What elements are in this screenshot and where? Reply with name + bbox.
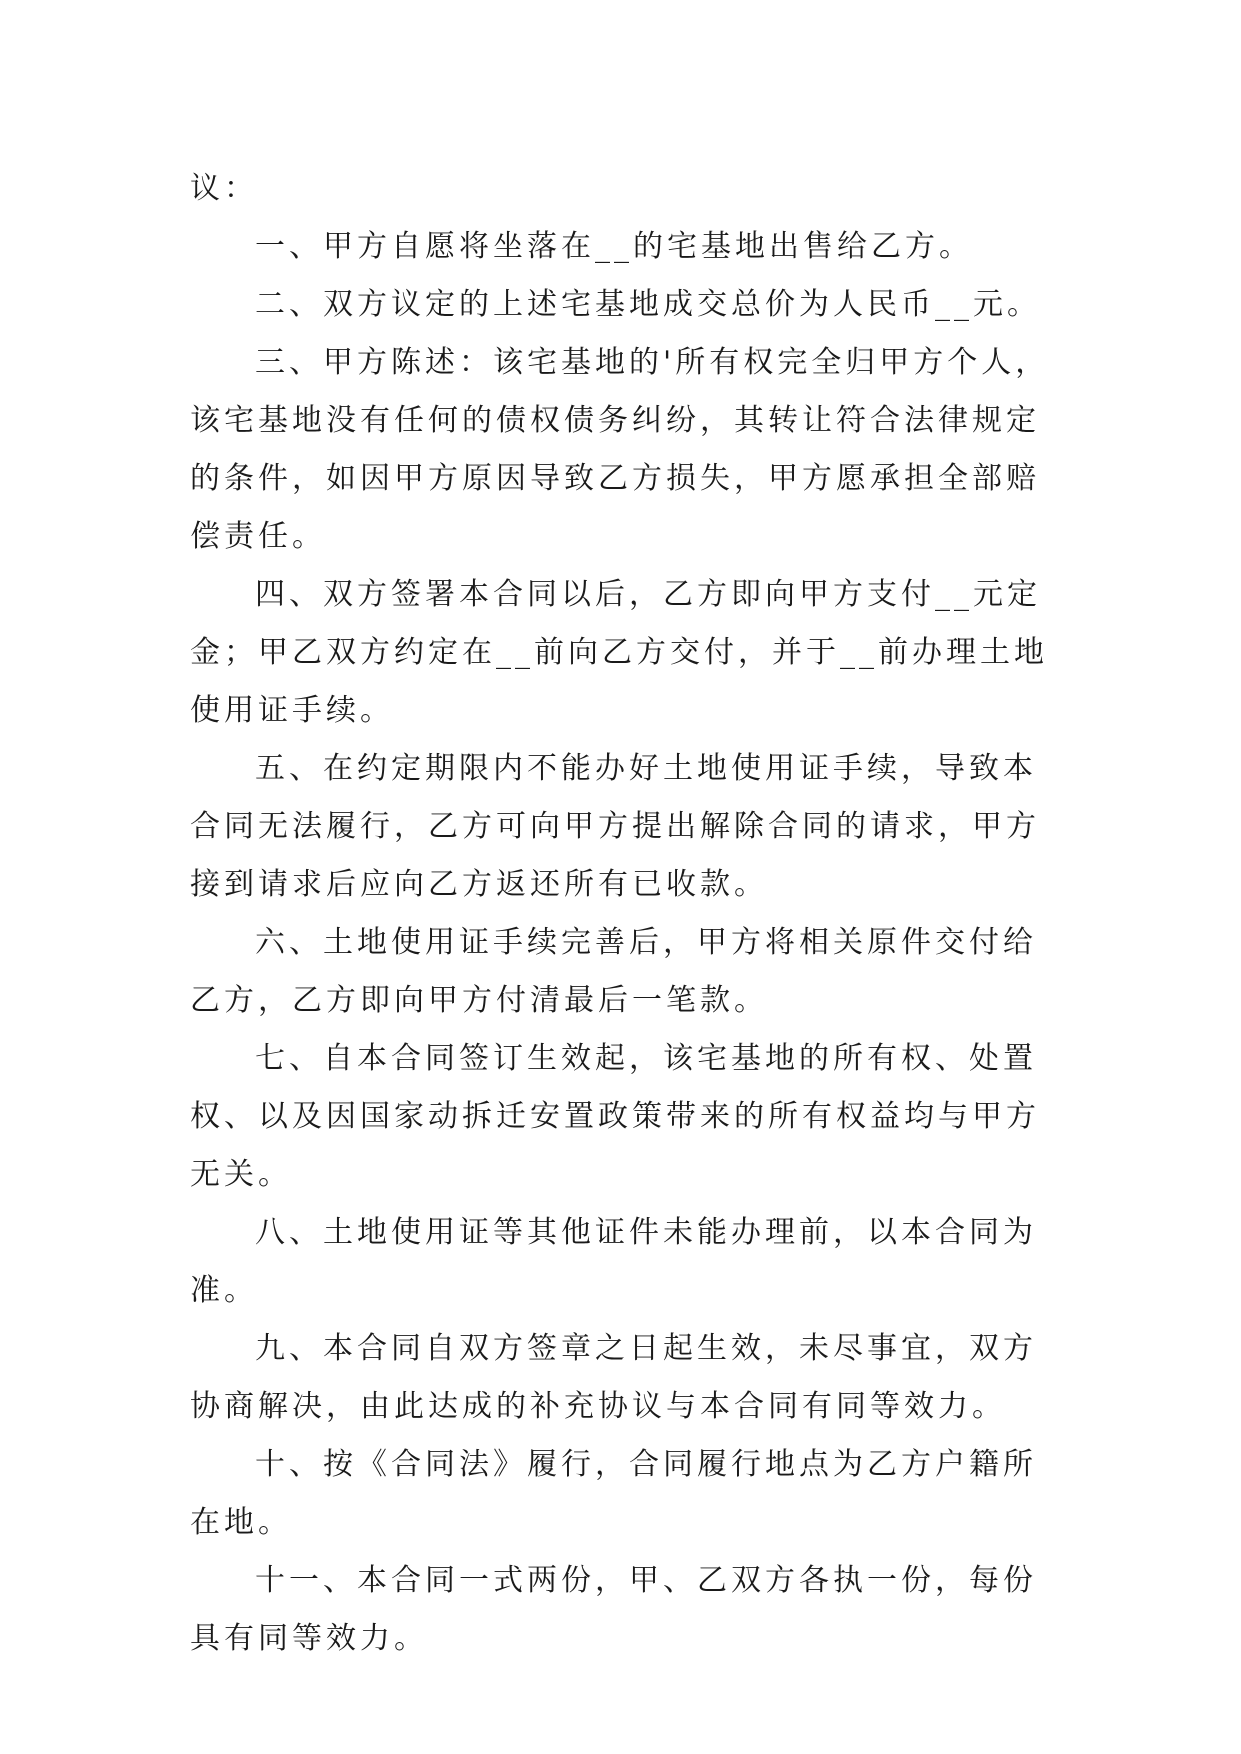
clause-6: 六、土地使用证手续完善后，甲方将相关原件交付给乙方，乙方即向甲方付清最后一笔款。 (190, 925, 1037, 1018)
clause-1: 一、甲方自愿将坐落在__的宅基地出售给乙方。 (255, 229, 973, 264)
clause-9: 九、本合同自双方签章之日起生效，未尽事宜，双方协商解决，由此达成的补充协议与本合同有同等效力。 (190, 1331, 1037, 1424)
document-body (190, 160, 1060, 1668)
clause-10: 十、按《合同法》履行，合同履行地点为乙方户籍所在地。 (190, 1447, 1037, 1540)
clause-3: 三、甲方陈述：该宅基地的'所有权完全归甲方个人，该宅基地没有任何的债权债务纠纷，其转让符合法律规定的条件，如因甲方原因导致乙方损失，甲方愿承担全部赔偿责任。 (190, 345, 1050, 554)
clause-2: 二、双方议定的上述宅基地成交总价为人民币__元。 (255, 287, 1041, 322)
clause-7: 七、自本合同签订生效起，该宅基地的所有权、处置权、以及因国家动拆迁安置政策带来的所有权益均与甲方无关。 (190, 1041, 1040, 1192)
clause-4: 四、双方签署本合同以后，乙方即向甲方支付__元定金；甲乙双方约定在__前向乙方交付，并于__前办理土地使用证手续。 (190, 577, 1048, 728)
clause-5: 五、在约定期限内不能办好土地使用证手续，导致本合同无法履行，乙方可向甲方提出解除合同的请求，甲方接到请求后应向乙方返还所有已收款。 (190, 751, 1040, 902)
clause-11: 十一、本合同一式两份，甲、乙双方各执一份，每份具有同等效力。 (190, 1563, 1037, 1656)
paragraph-continuation: 议： (190, 171, 258, 206)
clause-8: 八、土地使用证等其他证件未能办理前，以本合同为准。 (190, 1215, 1037, 1308)
